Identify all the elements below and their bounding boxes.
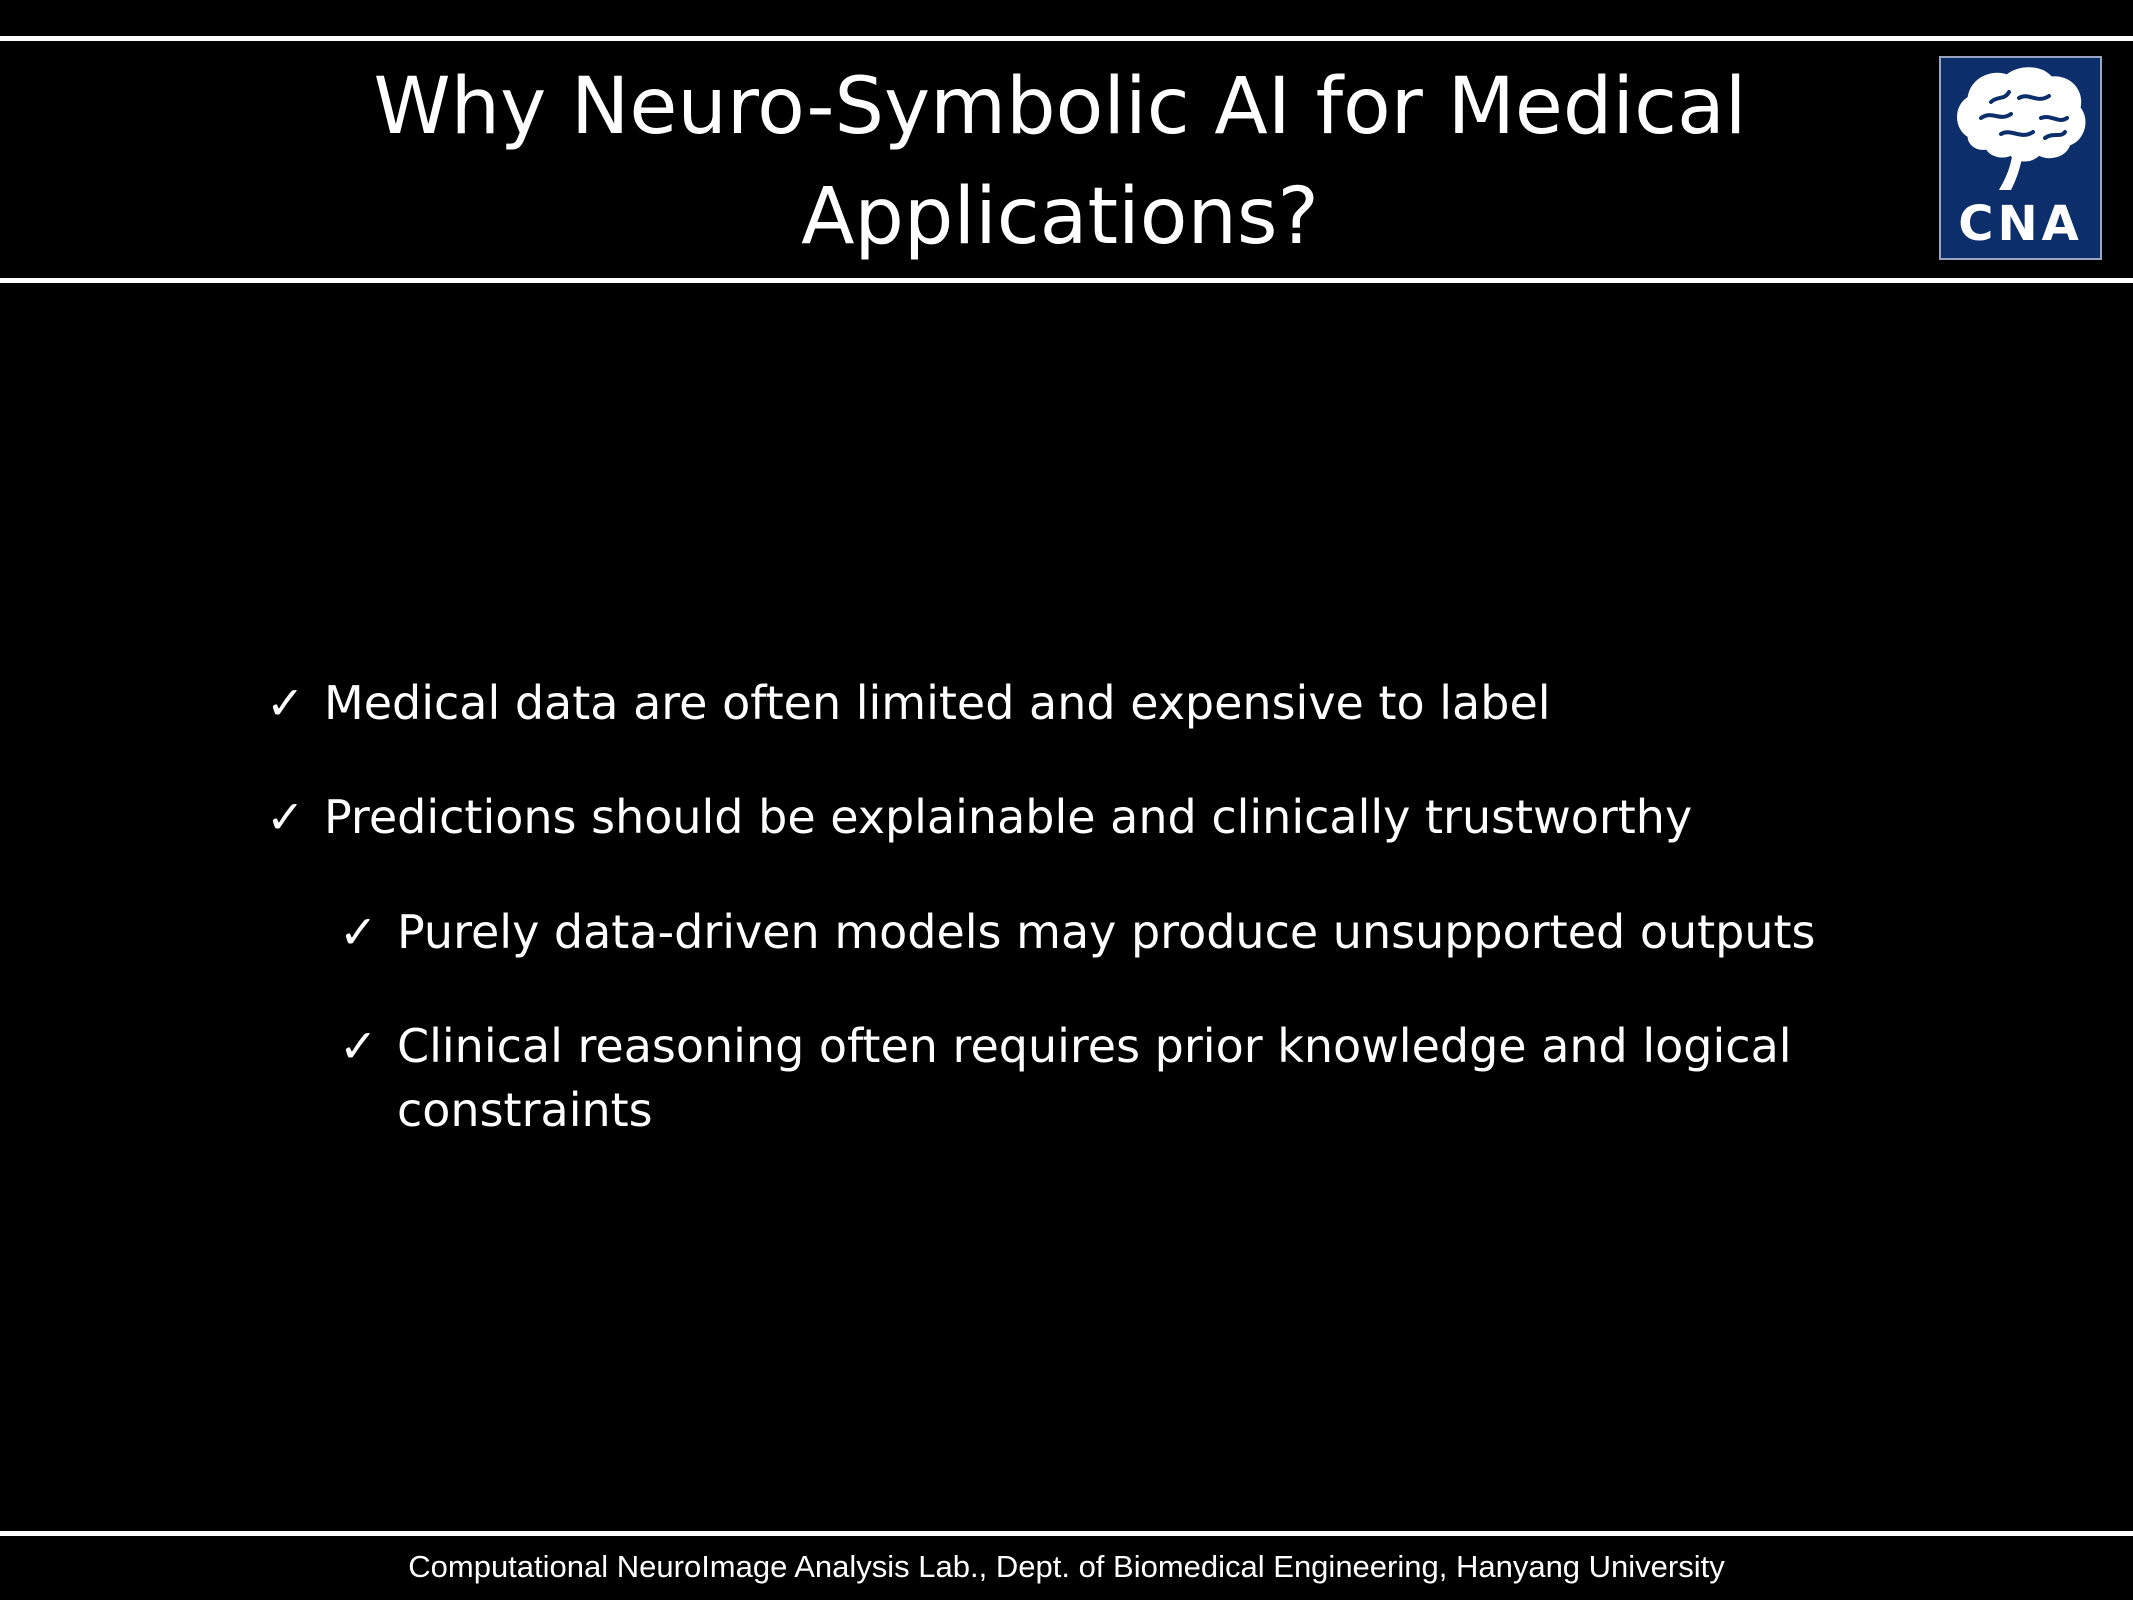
logo-text: CNA bbox=[1958, 196, 2083, 252]
slide-title: Why Neuro-Symbolic AI for Medical Applications? bbox=[373, 62, 1747, 262]
checkmark-icon: ✓ bbox=[339, 905, 378, 959]
bullet-text: Medical data are often limited and expensive to label bbox=[324, 676, 1551, 730]
slide-footer: Computational NeuroImage Analysis Lab., Dept. of Biomedical Engineering, Hanyang University bbox=[408, 1549, 1725, 1584]
checkmark-icon: ✓ bbox=[339, 1019, 378, 1073]
checkmark-icon: ✓ bbox=[266, 676, 305, 730]
bullet-text: Purely data-driven models may produce unsupported outputs bbox=[397, 905, 1816, 959]
bullet-item bbox=[266, 785, 1866, 849]
footer-divider bbox=[0, 1531, 2133, 1536]
bullet-item bbox=[266, 671, 1866, 735]
bullet-text: Predictions should be explainable and clinically trustworthy bbox=[324, 790, 1693, 844]
sub-bullet-item bbox=[339, 900, 1819, 964]
sub-bullet-item bbox=[339, 1014, 1819, 1142]
bullet-text: Clinical reasoning often requires prior knowledge and logical constraints bbox=[397, 1019, 1792, 1137]
checkmark-icon: ✓ bbox=[266, 790, 305, 844]
